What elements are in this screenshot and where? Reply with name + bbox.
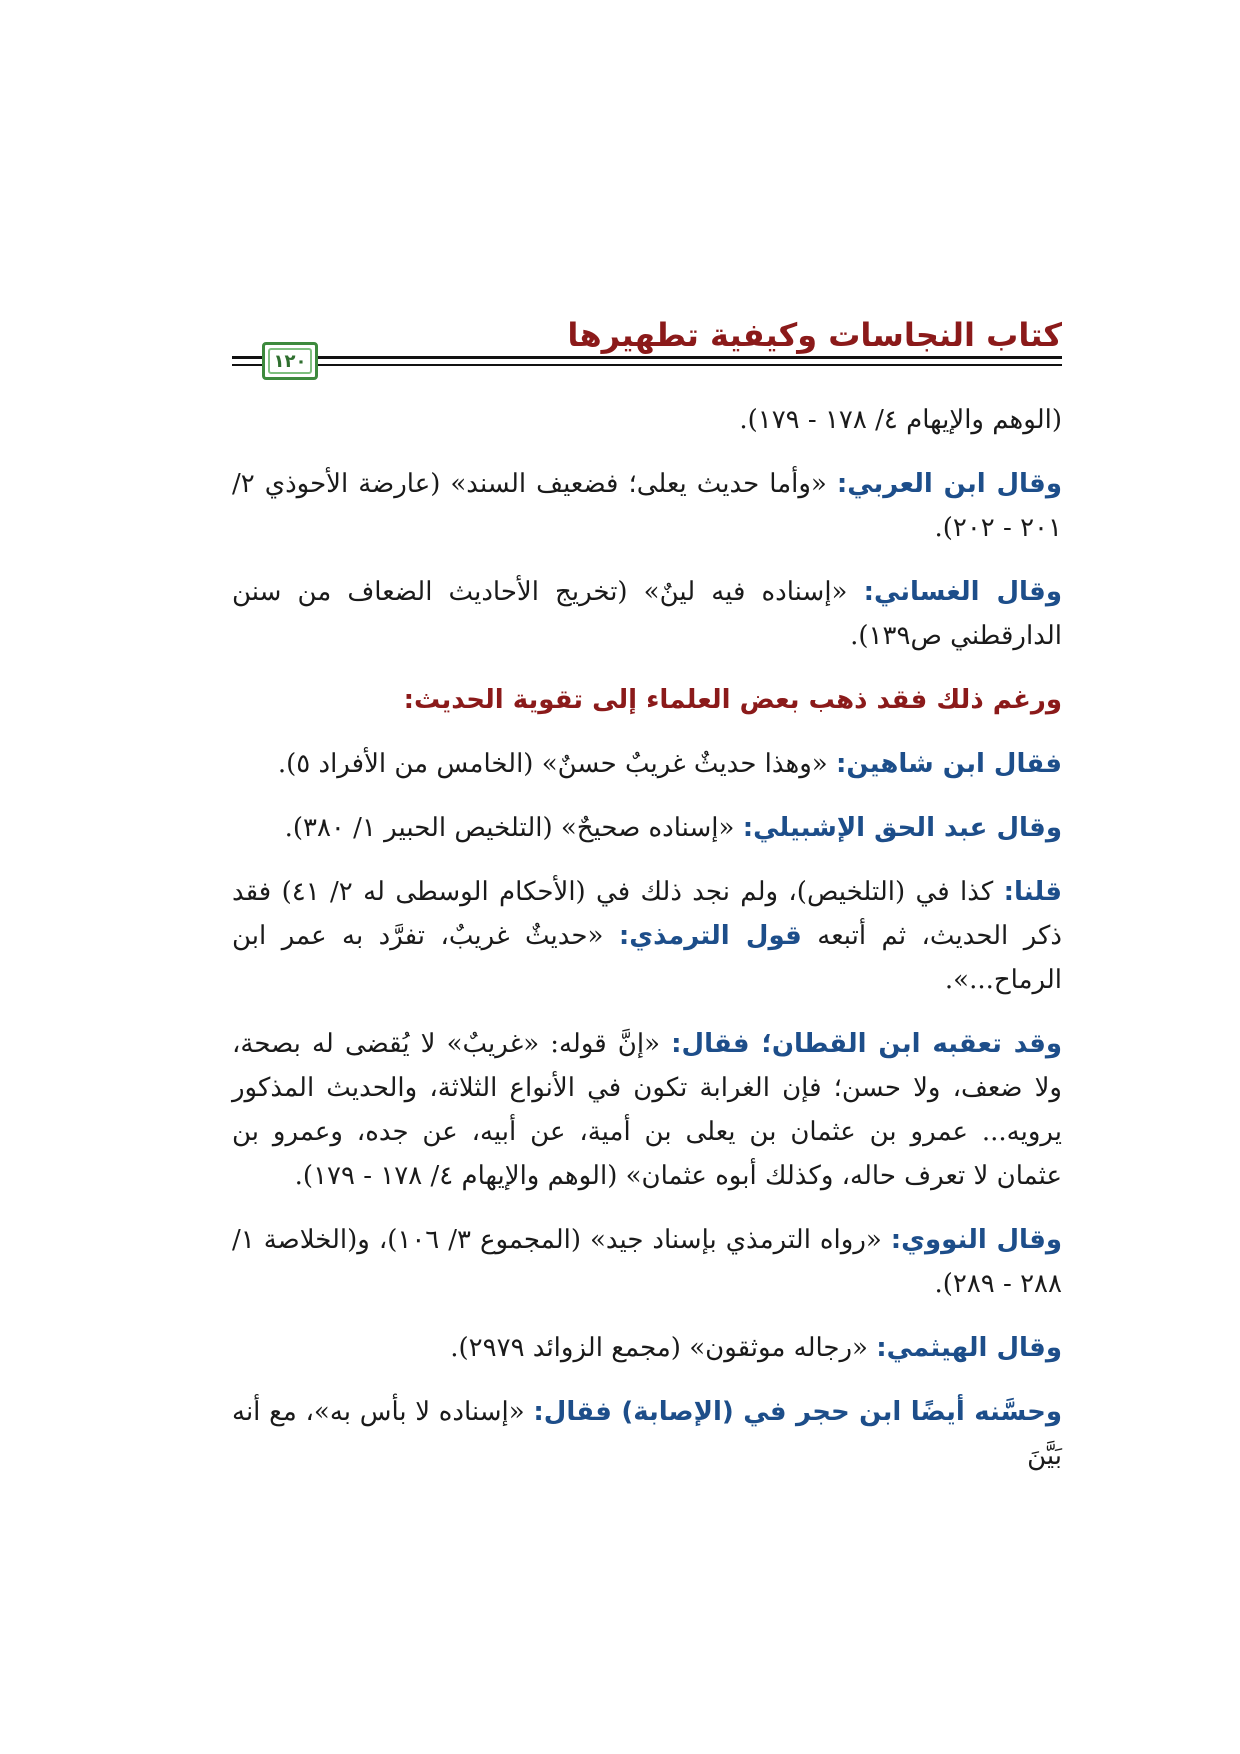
paragraph xyxy=(232,1326,1062,1370)
paragraph xyxy=(232,1390,1062,1478)
header-rule-left-bottom xyxy=(232,364,262,366)
paragraph xyxy=(232,398,1062,442)
quote-source: وحسَّنه أيضًا ابن حجر في (الإصابة) فقال: xyxy=(533,1397,1062,1427)
paragraph-text: «إسناده صحيحٌ» (التلخيص الحبير ١/ ٣٨٠). xyxy=(284,813,735,843)
paragraph-text: «إسناده لا بأس به»، مع أنه بَيَّنَ xyxy=(232,1397,1062,1471)
paragraph-text: (الوهم والإيهام ٤/ ١٧٨ - ١٧٩). xyxy=(739,405,1062,435)
paragraph xyxy=(232,1218,1062,1306)
page-number-badge xyxy=(262,342,318,380)
quote-source: وقال الهيثمي: xyxy=(876,1333,1062,1363)
quote-source: وقال عبد الحق الإشبيلي: xyxy=(742,813,1062,843)
header-rule-bottom xyxy=(292,364,1062,366)
paragraph-text: «رجاله موثقون» (مجمع الزوائد ٢٩٧٩). xyxy=(450,1333,868,1363)
page-header xyxy=(232,312,1062,392)
paragraph-text: كذا في (التلخيص)، ولم نجد ذلك في (الأحكام الوسطى له ٢/ ٤١) فقد ذكر الحديث، ثم أتبعه xyxy=(232,877,1063,951)
section-heading xyxy=(232,678,1062,722)
section-heading-text: ورغم ذلك فقد ذهب بعض العلماء إلى تقوية الحديث: xyxy=(403,685,1062,715)
paragraph-text: «رواه الترمذي بإسناد جيد» (المجموع ٣/ ١٠٦)، و(الخلاصة ١/ ٢٨٨ - ٢٨٩). xyxy=(232,1225,1062,1299)
paragraph-text: «إنَّ قوله: «غريبٌ» لا يُقضى له بصحة، ولا ضعف، ولا حسن؛ فإن الغرابة تكون في الأنواع الثلاثة، والحديث المذكور يرويه... عمرو بن عثمان بن يعلى بن أمية، عن أبيه، عن جده، وعمرو بن عثمان لا تعرف حاله، وكذلك أبوه عثمان» (الوهم والإيهام ٤/ ١٧٨ - ١٧٩). xyxy=(232,1029,1062,1191)
paragraph-text: «إسناده فيه لينٌ» (تخريج الأحاديث الضعاف من سنن الدارقطني ص١٣٩). xyxy=(232,577,1062,651)
paragraph xyxy=(232,806,1062,850)
paragraph xyxy=(232,570,1062,658)
paragraph xyxy=(232,870,1062,1002)
header-rule-left-top xyxy=(232,356,262,359)
quote-source: قول الترمذي: xyxy=(618,921,802,951)
book-title: كتاب النجاسات وكيفية تطهيرها xyxy=(567,316,1062,354)
quote-source: وقال ابن العربي: xyxy=(836,469,1062,499)
quote-source: وقال النووي: xyxy=(890,1225,1063,1255)
paragraph-text: «وأما حديث يعلى؛ فضعيف السند» (عارضة الأحوذي ٢/ ٢٠١ - ٢٠٢). xyxy=(232,469,1062,543)
paragraph xyxy=(232,1022,1062,1198)
quote-source: وقد تعقبه ابن القطان؛ فقال: xyxy=(671,1029,1062,1059)
paragraph xyxy=(232,462,1062,550)
quote-source: فقال ابن شاهين: xyxy=(835,749,1062,779)
paragraph-text: «وهذا حديثٌ غريبٌ حسنٌ» (الخامس من الأفراد ٥). xyxy=(277,749,828,779)
quote-source: وقال الغساني: xyxy=(863,577,1062,607)
paragraph xyxy=(232,742,1062,786)
quote-source: قلنا: xyxy=(1003,877,1063,907)
paragraph-text: «حديثٌ غريبٌ، تفرَّد به عمر ابن الرماح...». xyxy=(232,921,1062,995)
page-number: ١٢٠ xyxy=(268,348,312,374)
page-body xyxy=(232,398,1062,1498)
header-rule-top xyxy=(292,356,1062,359)
